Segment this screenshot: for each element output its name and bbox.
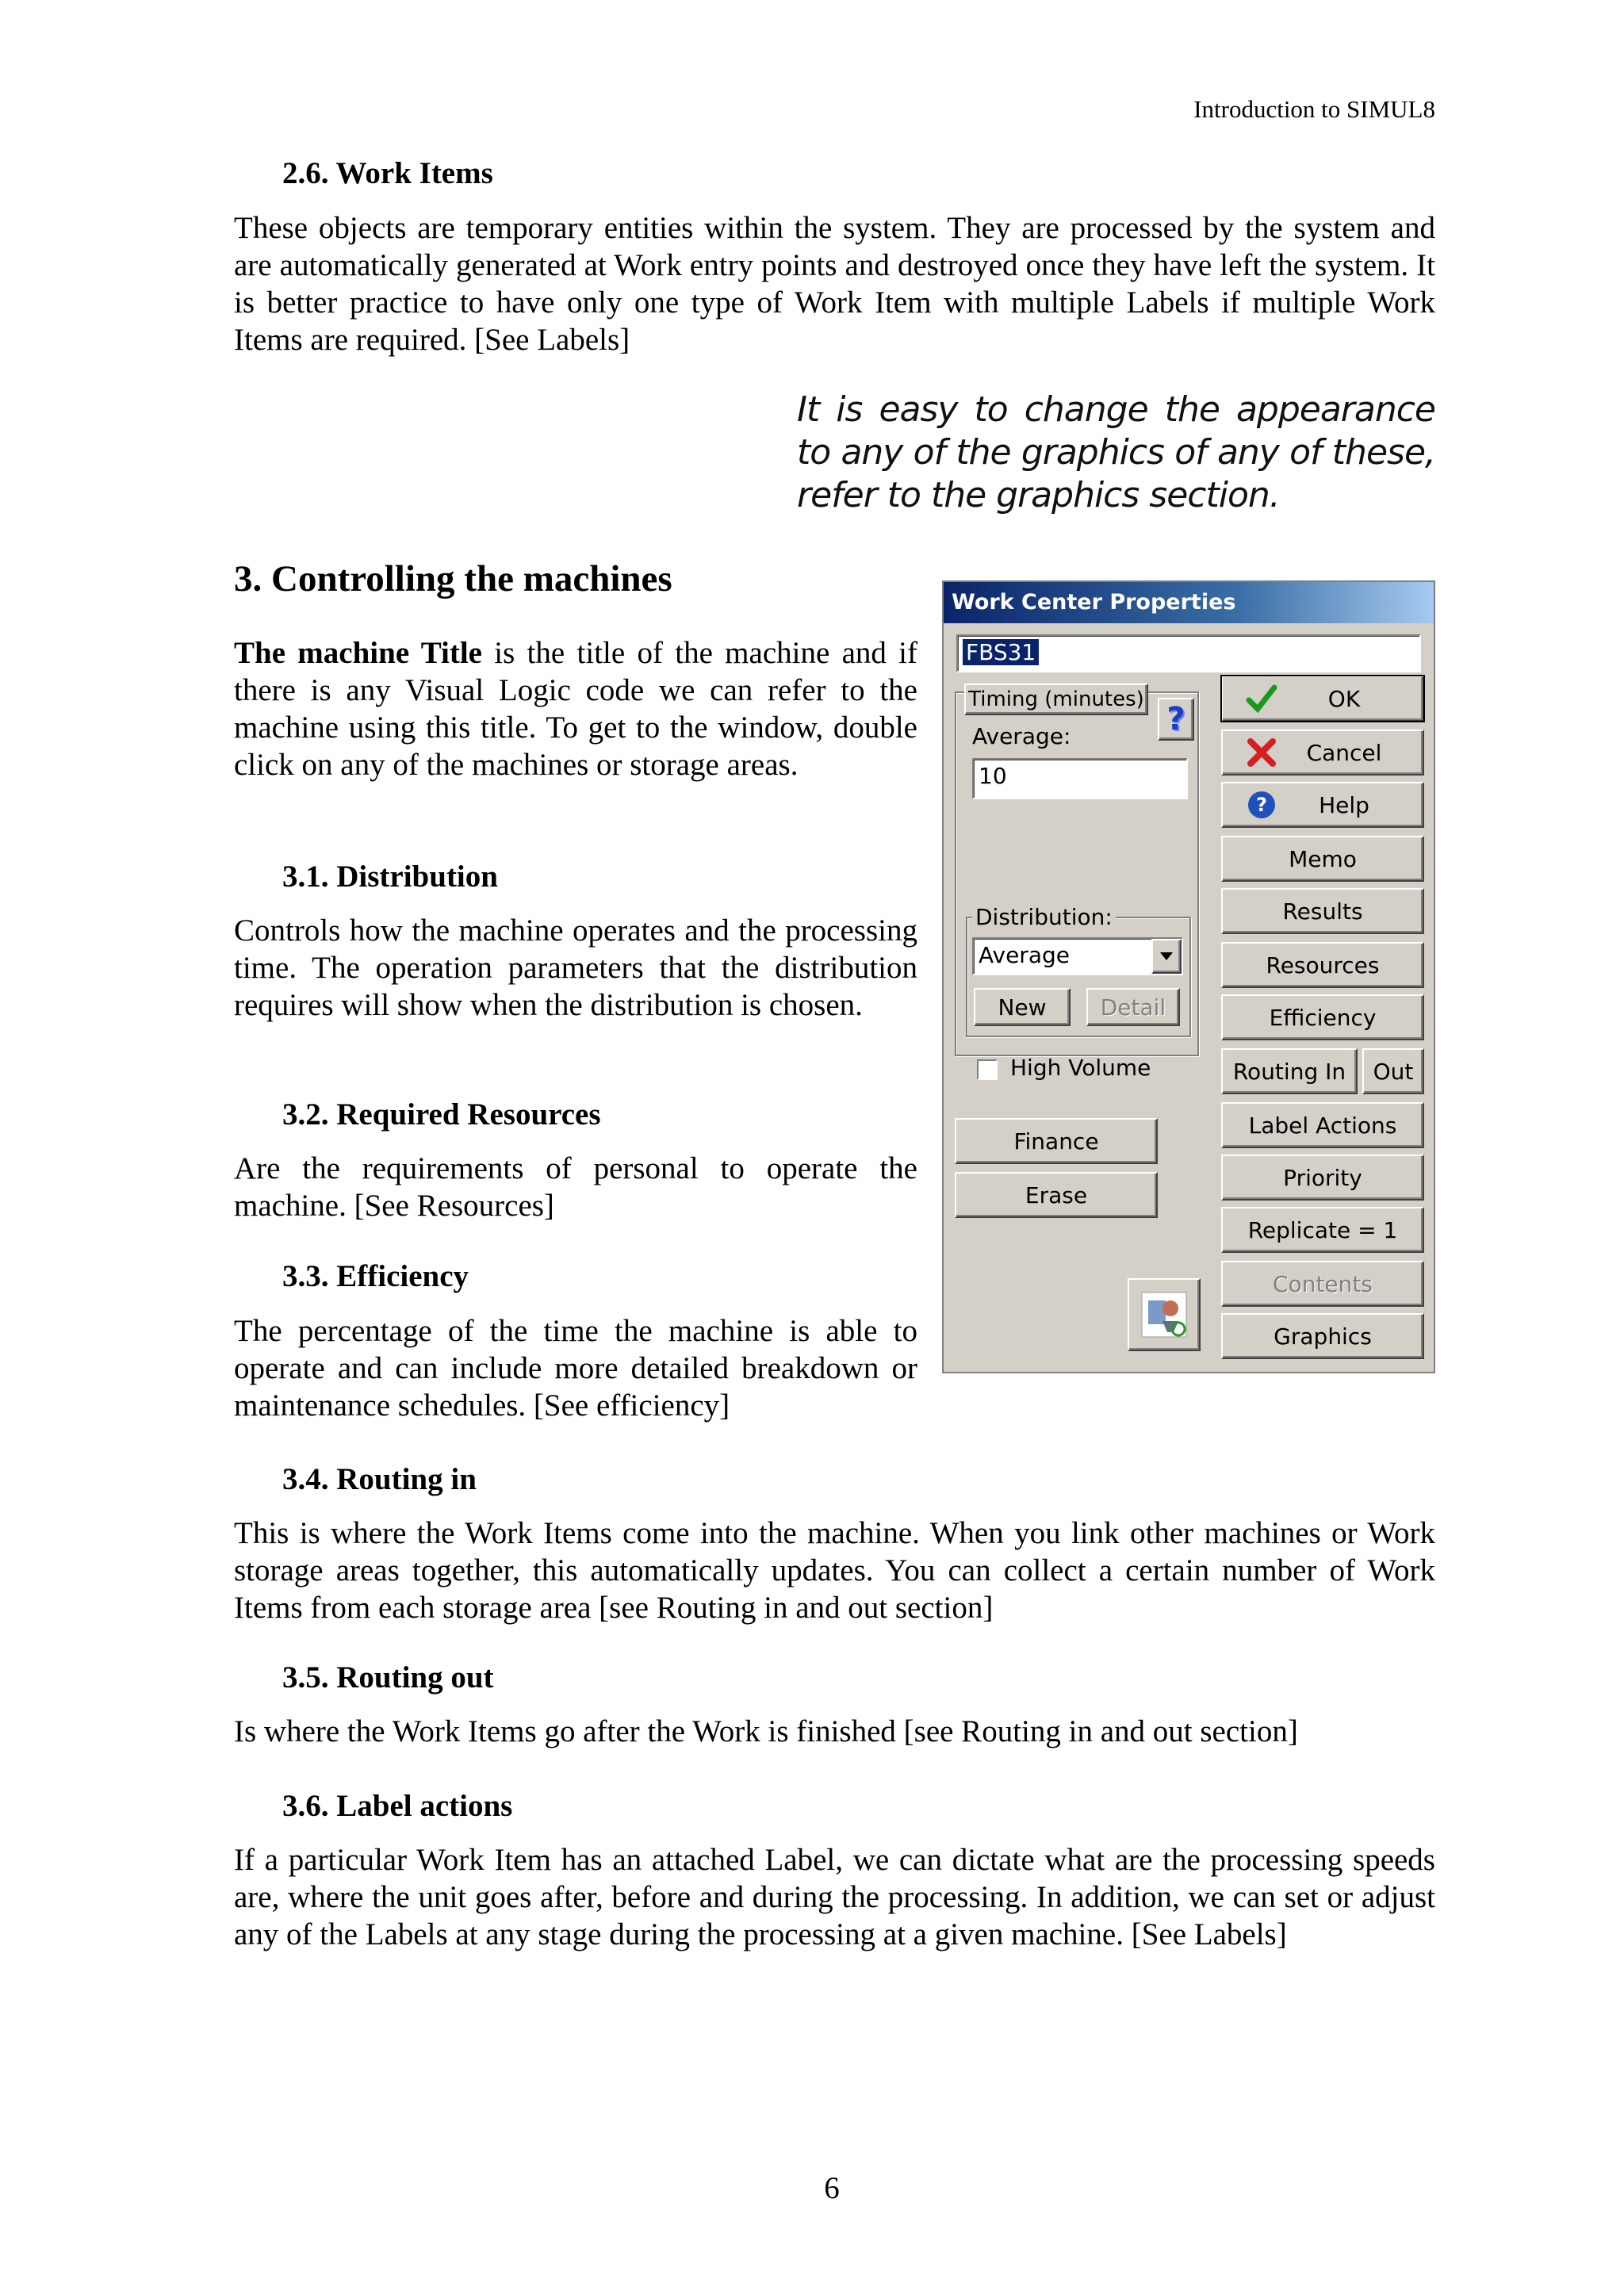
svg-text:?: ? (1256, 794, 1267, 816)
heading-3-6: 3.6. Label actions (282, 1789, 513, 1823)
detail-button[interactable]: Detail (1086, 988, 1180, 1026)
paragraph-3-6: If a particular Work Item has an attached Label, we can dictate what are the processing speeds are, where the unit goes after, before and during the processing. In addition, we can set or adjust any of the Labels at any stage during the processing at a given machine. [See Labels] (234, 1843, 1435, 1951)
work-center-properties-dialog (942, 580, 1435, 1373)
graphic-image-button[interactable] (1128, 1278, 1201, 1351)
routing-out-button[interactable]: Out (1362, 1048, 1424, 1094)
paragraph-3-3: The percentage of the time the machine is able to operate and can include more detailed breakdown or maintenance schedules. [See efficiency] (234, 1314, 917, 1423)
help-circle-icon (1246, 789, 1277, 821)
checkmark-icon (1246, 683, 1277, 714)
graphics-button[interactable]: Graphics (1221, 1313, 1424, 1359)
timing-minutes-button[interactable]: Timing (minutes) (964, 684, 1148, 715)
paragraph-3-2: Are the requirements of personal to operate the machine. [See Resources] (234, 1151, 917, 1223)
name-field[interactable] (956, 634, 1421, 672)
distribution-select[interactable] (972, 937, 1183, 975)
heading-2-6: 2.6. Work Items (282, 156, 493, 190)
dropdown-arrow-icon[interactable] (1151, 939, 1182, 974)
heading-3-2: 3.2. Required Resources (282, 1097, 601, 1132)
heading-3-1: 3.1. Distribution (282, 860, 498, 894)
finance-button[interactable]: Finance (955, 1118, 1158, 1164)
high-volume-checkbox[interactable] (977, 1059, 998, 1080)
heading-3-5: 3.5. Routing out (282, 1660, 494, 1695)
name-field-value: FBS31 (963, 639, 1039, 665)
paragraph-2-6: These objects are temporary entities within the system. They are processed by the system and are automatically generated at Work entry points and destroyed once they have left the system. It is better practice to have only one type of Work Item with multiple Labels if multiple Work Items are required. [See Labels] (234, 211, 1435, 357)
intro-rest: is the title of the machine and if there is any Visual Logic code we can refer to the machine using this title. To get to the window, double click on any of the machines or storage areas. (234, 636, 917, 782)
efficiency-button[interactable]: Efficiency (1221, 994, 1424, 1040)
paragraph-3-intro (234, 634, 917, 783)
dialog-title-bar: Work Center Properties (944, 582, 1434, 623)
contents-button[interactable]: Contents (1221, 1261, 1424, 1307)
average-label: Average: (972, 723, 1071, 749)
average-input[interactable]: 10 (972, 758, 1188, 799)
high-volume-label: High Volume (1010, 1055, 1151, 1081)
new-button[interactable]: New (974, 988, 1071, 1026)
page-number: 6 (824, 2171, 840, 2205)
resources-button[interactable]: Resources (1221, 942, 1424, 988)
cancel-button[interactable]: Cancel (1221, 730, 1424, 776)
distribution-select-value: Average (979, 942, 1070, 968)
side-note: It is easy to change the appearance to any of the graphics of any of these, refer to the graphics section. (797, 389, 1435, 515)
priority-button[interactable]: Priority (1221, 1155, 1424, 1201)
running-header: Introduction to SIMUL8 (1193, 95, 1435, 123)
intro-bold: The machine Title (234, 636, 482, 670)
heading-3-3: 3.3. Efficiency (282, 1259, 469, 1293)
red-x-icon (1246, 737, 1277, 768)
heading-3-4: 3.4. Routing in (282, 1462, 477, 1496)
heading-3: 3. Controlling the machines (234, 558, 672, 599)
paragraph-3-1: Controls how the machine operates and the processing time. The operation parameters that the distribution requires will show when the distribution is chosen. (234, 913, 917, 1022)
replicate-button[interactable]: Replicate = 1 (1221, 1207, 1424, 1253)
question-mark-icon: ? (1166, 701, 1185, 737)
paragraph-3-4: This is where the Work Items come into the machine. When you link other machines or Work storage areas together, this automatically updates. You can collect a certain number of Work Items from each storage area [see Routing in and out section] (234, 1516, 1435, 1625)
distribution-label: Distribution: (972, 904, 1116, 930)
erase-button[interactable]: Erase (955, 1172, 1158, 1218)
paragraph-3-5: Is where the Work Items go after the Work is finished [see Routing in and out section] (234, 1714, 1298, 1748)
question-button[interactable] (1158, 698, 1194, 741)
ok-button[interactable]: OK (1221, 676, 1424, 722)
help-button[interactable]: ? Help (1221, 782, 1424, 828)
memo-button[interactable]: Memo (1221, 836, 1424, 882)
routing-in-button[interactable]: Routing In (1221, 1048, 1358, 1094)
results-button[interactable]: Results (1221, 888, 1424, 934)
graphic-image-icon (1139, 1289, 1189, 1340)
label-actions-button[interactable]: Label Actions (1221, 1102, 1424, 1148)
